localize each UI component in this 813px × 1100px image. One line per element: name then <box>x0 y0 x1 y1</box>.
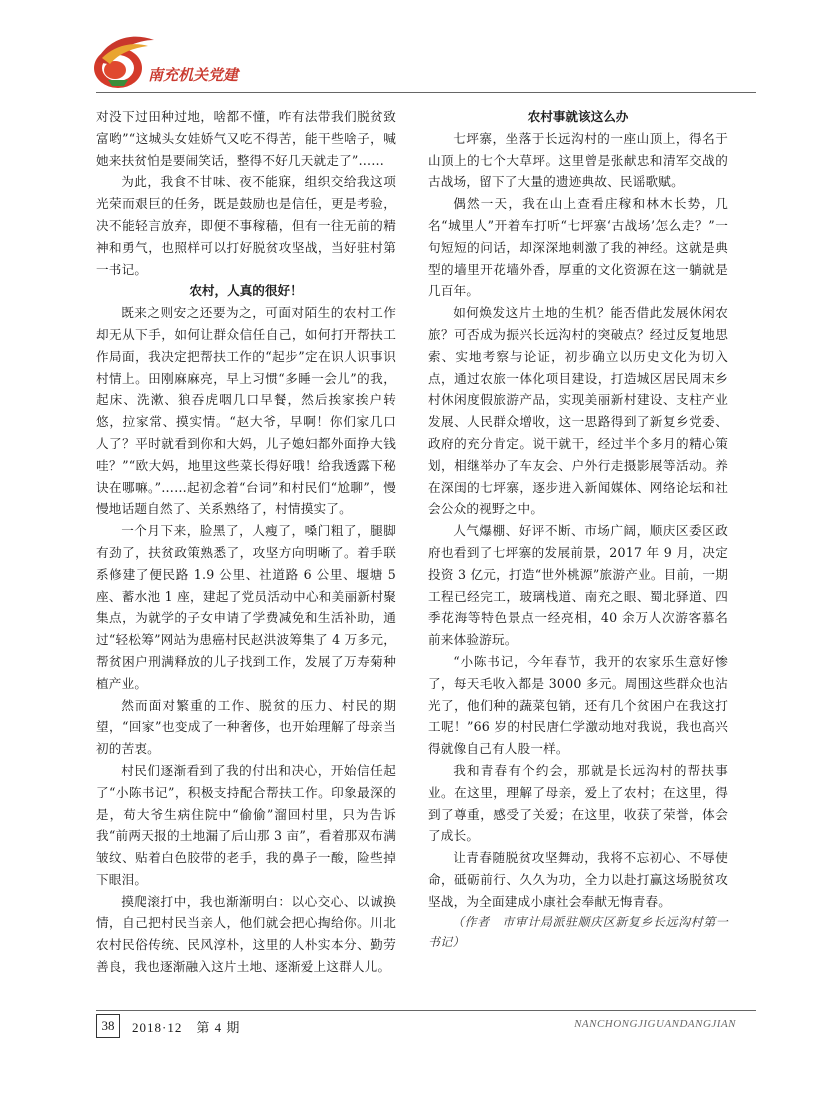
page-footer <box>96 1014 736 1044</box>
paragraph: 既来之则安之还要为之，可面对陌生的农村工作却无从下手，如何让群众信任自己，如何打开帮扶工作局面，我决定把帮扶工作的“起步”定在识人识事识村情上。田刚麻麻亮，早上习惯“多睡一会儿”的我，起床、洗漱、狼吞虎咽几口早餐，然后挨家挨户转悠，拉家常、摸实情。“赵大爷，早啊！你们家几口人了？平时就看到你和大妈，儿子媳妇都外面挣大钱哇？”“欧大妈，地里这些菜长得好哦！给我透露下秘诀在哪嘛。”……起初念着“台词”和村民们“尬聊”，慢慢地话题自然了、关系熟络了，村情摸实了。 <box>96 305 396 517</box>
paragraph: 对没下过田种过地，啥都不懂，咋有法带我们脱贫致富哟”“这城头女娃娇气又吃不得苦，能干些啥子，喊她来扶贫怕是要闹笑话，整得不好几天就走了”…… <box>96 109 396 168</box>
section-heading: 农村，人真的很好！ <box>189 283 303 299</box>
footer-rule <box>96 1010 756 1011</box>
red-flag-torch-icon <box>88 28 160 96</box>
paragraph: 一个月下来，脸黑了，人瘦了，嗓门粗了，腿脚有劲了，扶贫政策熟悉了，攻坚方向明晰了。着手联系修建了便民路 1.9 公里、社道路 6 公里、堰塘 5 座、蓄水池 1 座，建起了党员活动中心和美丽新村聚集点，为就学的子女申请了学费减免和生活补助，通过“轻松筹”网站为患癌村民赵洪波筹集了 4 万多元，帮贫困户刑满释放的儿子找到工作，发展了万寿菊种植产业。 <box>96 523 396 691</box>
header-rule <box>96 92 756 93</box>
left-column <box>96 106 396 978</box>
author-byline: （作者 市审计局派驻顺庆区新复乡长远沟村第一书记） <box>428 915 728 950</box>
paragraph: 村民们逐渐看到了我的付出和决心，开始信任起了“小陈书记”，积极支持配合帮扶工作。印象最深的是，荀大爷生病住院中“偷偷”溜回村里，只为告诉我“前两天报的土地漏了后山那 3 亩”，看着那双布满皱纹、贴着白色胶带的老手，我的鼻子一酸，险些掉下眼泪。 <box>96 762 396 887</box>
paragraph: 然而面对繁重的工作、脱贫的压力、村民的期望，“回家”也变成了一种奢侈，也开始理解了母亲当初的苦衷。 <box>96 697 396 757</box>
paragraph: 摸爬滚打中，我也渐渐明白：以心交心、以诚换情，自己把村民当亲人，他们就会把心掏给你。川北农村民俗传统、民风淳朴，这里的人朴实本分、勤劳善良，我也逐渐融入这片土地、逐渐爱上这群人儿。 <box>96 893 396 975</box>
paragraph: “小陈书记，今年春节，我开的农家乐生意好惨了，每天毛收入都是 3000 多元。周围这些群众也沾光了，他们种的蔬菜包销，还有几个贫困户在我这打工呢！”66 岁的村民唐仁学激动地对我说，我也高兴得就像自己有人股一样。 <box>428 653 728 757</box>
page-header <box>88 28 788 92</box>
paragraph: 人气爆棚、好评不断、市场广阔，顺庆区委区政府也看到了七坪寨的发展前景，2017 年 9 月，决定投资 3 亿元，打造“世外桃源”旅游产业。目前，一期工程已经完工，玻璃栈道、南充之眼、蜀北驿道、四季花海等特色景点一经亮相，40 余万人次游客慕名前来体验游玩。 <box>428 523 728 648</box>
paragraph: 如何焕发这片土地的生机？能否借此发展休闲农旅？可否成为振兴长远沟村的突破点？经过反复地思索、实地考察与论证，初步确立以历史文化为切入点，通过农旅一体化项目建设，打造城区居民周末乡村休闲度假旅游产品，实现美丽新村建设、支柱产业发展、人民群众增收，这一思路得到了新复乡党委、政府的充分肯定。说干就干，经过半个多月的精心策划，相继举办了车友会、户外行走摄影展等活动。养在深闺的七坪寨，逐步进入新闻媒体、网络论坛和社会公众的视野之中。 <box>428 305 728 517</box>
issue-info: 2018·12 第 4 期 <box>132 1020 241 1035</box>
paragraph: 偶然一天，我在山上查看庄稼和林木长势，几名“城里人”开着车打听“七坪寨‘古战场’怎么走？”一句短短的问话，却深深地刺激了我的神经。这就是典型的墙里开花墙外香，厚重的文化资源在这一躺就是几百年。 <box>428 196 728 299</box>
magazine-pinyin: NANCHONGJIGUANDANGJIAN <box>574 1018 736 1030</box>
page-number: 38 <box>96 1014 120 1038</box>
paragraph: 为此，我食不甘味、夜不能寐，组织交给我这项光荣而艰巨的任务，既是鼓励也是信任，更是考验，决不能轻言放弃，即便不事稼穑，但有一往无前的精神和勇气，也照样可以打好脱贫攻坚战，当好驻村第一书记。 <box>96 174 396 277</box>
paragraph: 让青春随脱贫攻坚舞动，我将不忘初心、不辱使命，砥砺前行、久久为功，全力以赴打赢这场脱贫攻坚战，为全面建成小康社会奉献无悔青春。 <box>428 850 728 909</box>
paragraph: 我和青春有个约会，那就是长远沟村的帮扶事业。在这里，理解了母亲，爱上了农村；在这里，得到了尊重，感受了关爱；在这里，收获了荣誉，体会了成长。 <box>428 762 728 844</box>
paragraph: 七坪寨，坐落于长远沟村的一座山顶上，得名于山顶上的七个大草坪。这里曾是张献忠和清军交战的古战场，留下了大量的遗迹典故、民谣歌赋。 <box>428 130 728 190</box>
magazine-title: 南充机关党建 <box>148 66 239 84</box>
right-column <box>428 106 728 952</box>
section-heading: 农村事就该这么办 <box>527 109 629 124</box>
